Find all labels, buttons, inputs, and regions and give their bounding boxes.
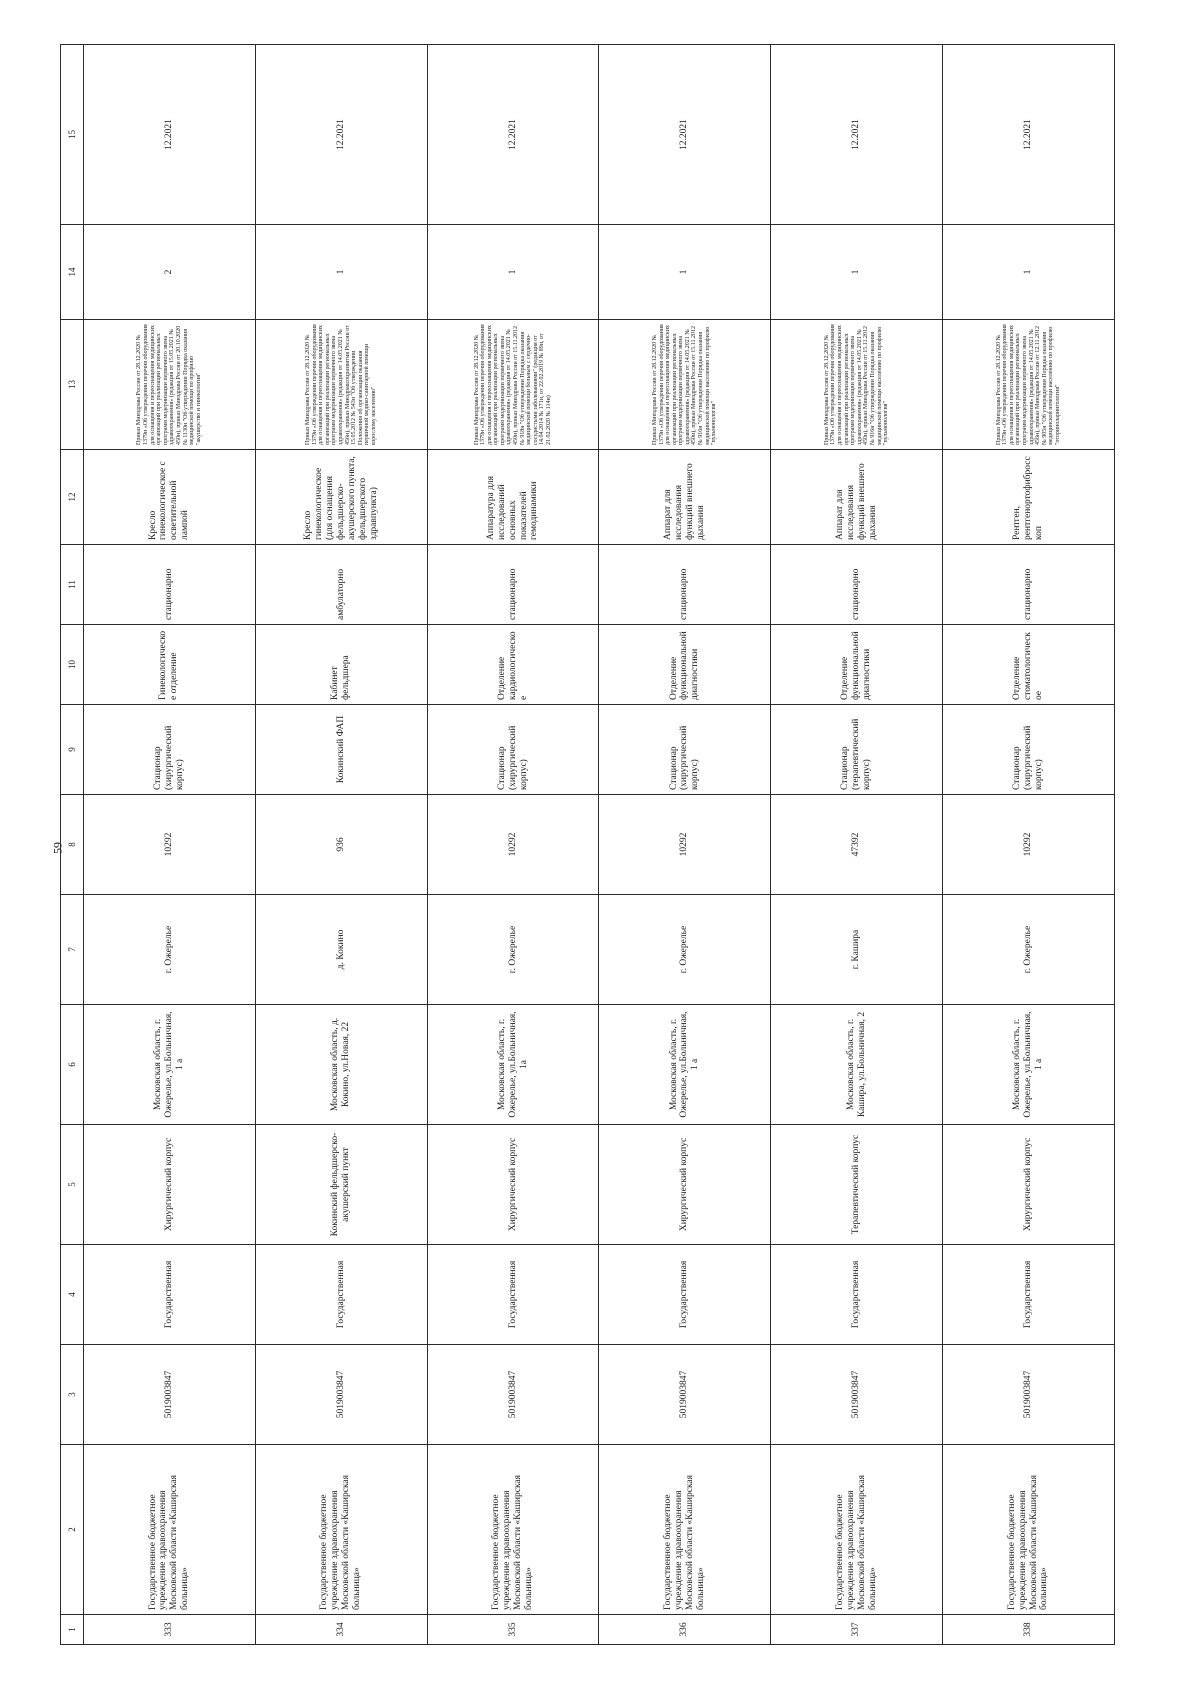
inn-code: 5019003847 xyxy=(427,1345,599,1445)
building-name: Хирургический корпус xyxy=(427,1125,599,1245)
quantity: 1 xyxy=(771,225,943,320)
quantity: 1 xyxy=(943,225,1115,320)
locality: г. Кашира xyxy=(771,895,943,1005)
building-name: Терапевтический корпус xyxy=(771,1125,943,1245)
column-number-row xyxy=(61,45,84,1645)
col-num: 10 xyxy=(61,625,84,705)
building-name: Хирургический корпус xyxy=(599,1125,771,1245)
address: Московская область, г. Ожерелье, ул.Больничная, 1 а xyxy=(599,1005,771,1125)
locality-code: 10292 xyxy=(943,795,1115,895)
col-num: 12 xyxy=(61,450,84,545)
address: Московская область, д. Кокино, ул.Новая, 22 xyxy=(255,1005,427,1125)
locality-code: 936 xyxy=(255,795,427,895)
address: Московская область, г. Ожерелье, ул.Больничная, 1 а xyxy=(943,1005,1115,1125)
ownership-type: Государственная xyxy=(84,1245,256,1345)
locality-code: 47392 xyxy=(771,795,943,895)
table-row xyxy=(943,45,1115,1645)
care-form: стационарно xyxy=(771,545,943,625)
equipment-name: Аппаратура для исследований основных показателей гемодинамики xyxy=(427,450,599,545)
col-num: 1 xyxy=(61,1615,84,1645)
row-number: 334 xyxy=(255,1615,427,1645)
subdivision: Стационар (хирургический корпус) xyxy=(943,705,1115,795)
equipment-name: Аппарат для исследования функций внешнего дыхания xyxy=(599,450,771,545)
care-form: стационарно xyxy=(943,545,1115,625)
rotated-table-wrapper xyxy=(60,45,1115,1645)
col-num: 13 xyxy=(61,320,84,450)
quantity: 1 xyxy=(427,225,599,320)
table-row xyxy=(427,45,599,1645)
care-form: амбулаторно xyxy=(255,545,427,625)
subdivision: Кокинский ФАП xyxy=(255,705,427,795)
row-number: 335 xyxy=(427,1615,599,1645)
building-name: Кокинский фельдшерско-акушерский пункт xyxy=(255,1125,427,1245)
locality: г. Ожерелье xyxy=(943,895,1115,1005)
locality-code: 10292 xyxy=(84,795,256,895)
department: Отделение стоматологическое xyxy=(943,625,1115,705)
row-number: 336 xyxy=(599,1615,771,1645)
care-form: стационарно xyxy=(84,545,256,625)
inn-code: 5019003847 xyxy=(943,1345,1115,1445)
subdivision: Стационар (терапевтический корпус) xyxy=(771,705,943,795)
department: Гинекологическое отделение xyxy=(84,625,256,705)
equipment-register-table xyxy=(60,44,1115,1645)
department: Кабинет фельдшера xyxy=(255,625,427,705)
equipment-name: Аппарат для исследования функций внешнего дыхания xyxy=(771,450,943,545)
inn-code: 5019003847 xyxy=(84,1345,256,1445)
ownership-type: Государственная xyxy=(771,1245,943,1345)
organization-name: Государственное бюджетное учреждение здравоохранения Московской области «Каширская больница» xyxy=(771,1445,943,1615)
inn-code: 5019003847 xyxy=(255,1345,427,1445)
ownership-type: Государственная xyxy=(943,1245,1115,1345)
address: Московская область, г. Ожерелье, ул.Больничная, 1а xyxy=(427,1005,599,1125)
locality: г. Ожерелье xyxy=(84,895,256,1005)
inn-code: 5019003847 xyxy=(771,1345,943,1445)
address: Московская область, г. Ожерелье, ул.Больничная, 1 а xyxy=(84,1005,256,1125)
locality: д. Кокино xyxy=(255,895,427,1005)
legal-basis: Приказ Минздрава России от 28.12.2020 № 1379н «Об утверждении перечня оборудования для оснащения и переоснащения медицинских организаций при реализации региональных программ модернизации первичного звена здравоохранения» (редакция от 14.05.2021 № 450н), приказ Минздрава России от 15.11.2012 № 918н "Об утверждении Порядка оказания медицинской помощи больным с сердечно-сосудистыми заболеваниями" (редакция от 14.04.2014 № 171н, от 22.02.2019 № 89н, от 21.02.2020 № 114н) xyxy=(427,320,599,450)
row-number: 338 xyxy=(943,1615,1115,1645)
col-num: 6 xyxy=(61,1005,84,1125)
legal-basis: Приказ Минздрава России от 28.12.2020 № 1379н «Об утверждении перечня оборудования для оснащения и переоснащения медицинских организаций при реализации региональных программ модернизации первичного звена здравоохранения» (редакция от 15.05.2021 № 450н), приказ Минздрава России от 20.10.2020 № 1130н "Об утверждении Порядка оказания медицинской помощи по профилю "акушерство и гинекология" xyxy=(84,320,256,450)
locality: г. Ожерелье xyxy=(427,895,599,1005)
locality-code: 10292 xyxy=(427,795,599,895)
department: Отделение функциональной диагностики xyxy=(771,625,943,705)
quantity: 1 xyxy=(599,225,771,320)
quantity: 1 xyxy=(255,225,427,320)
organization-name: Государственное бюджетное учреждение здравоохранения Московской области «Каширская больница» xyxy=(599,1445,771,1615)
legal-basis: Приказ Минздрава России от 28.12.2020 № 1379н «Об утверждении перечня оборудования для оснащения и переоснащения медицинских организаций при реализации региональных программ модернизации первичного звена здравоохранения» (редакция от 14.05.2021 № 450н), приказ Минздрава России от 15.11.2012 № 916н "Об утверждении Порядка оказания медицинской помощи населению по профилю "пульмонология" xyxy=(599,320,771,450)
legal-basis: Приказ Минздрава России от 28.12.2020 № 1379н «Об утверждении перечня оборудования для оснащения и переоснащения медицинских организаций при реализации региональных программ модернизации первичного звена здравоохранения» (редакция от 14.05.2021 № 450н), приказ Минздрава России от 15.11.2012 № 916н "Об утверждении Порядка оказания медицинской помощи населению по профилю "пульмонология" xyxy=(771,320,943,450)
inn-code: 5019003847 xyxy=(599,1345,771,1445)
col-num: 14 xyxy=(61,225,84,320)
delivery-date: 12.2021 xyxy=(427,45,599,225)
col-num: 8 xyxy=(61,795,84,895)
building-name: Хирургический корпус xyxy=(943,1125,1115,1245)
table-row xyxy=(84,45,256,1645)
table-row xyxy=(599,45,771,1645)
col-num: 15 xyxy=(61,45,84,225)
page-number: 59 xyxy=(50,842,65,854)
ownership-type: Государственная xyxy=(599,1245,771,1345)
locality-code: 10292 xyxy=(599,795,771,895)
row-number: 337 xyxy=(771,1615,943,1645)
subdivision: Стационар (хирургический корпус) xyxy=(599,705,771,795)
col-num: 2 xyxy=(61,1445,84,1615)
delivery-date: 12.2021 xyxy=(771,45,943,225)
building-name: Хирургический корпус xyxy=(84,1125,256,1245)
delivery-date: 12.2021 xyxy=(599,45,771,225)
delivery-date: 12.2021 xyxy=(943,45,1115,225)
organization-name: Государственное бюджетное учреждение здравоохранения Московской области «Каширская больница» xyxy=(255,1445,427,1615)
subdivision: Стационар (хирургический корпус) xyxy=(84,705,256,795)
locality: г. Ожерелье xyxy=(599,895,771,1005)
col-num: 3 xyxy=(61,1345,84,1445)
col-num: 4 xyxy=(61,1245,84,1345)
care-form: стационарно xyxy=(599,545,771,625)
legal-basis: Приказ Минздрава России от 28.12.2020 № 1379н «Об утверждении перечня оборудования для оснащения и переоснащения медицинских организаций при реализации региональных программ модернизации первичного звена здравоохранения» (редакция от 14.05.2021 № 456н), приказ Минздрава России от 12.11.2012 № 905н "Об утверждении Порядка оказания медицинской помощи населению по профилю "оториноларингология" xyxy=(943,320,1115,450)
address: Московская область, г. Кашира, ул.Больничная, 2 xyxy=(771,1005,943,1125)
quantity: 2 xyxy=(84,225,256,320)
row-number: 333 xyxy=(84,1615,256,1645)
department: Отделение кардиологическое xyxy=(427,625,599,705)
equipment-name: Кресло гинекологическое с осветительной лампой xyxy=(84,450,256,545)
table-row xyxy=(771,45,943,1645)
table-row xyxy=(255,45,427,1645)
department: Отделение функциональной диагностики xyxy=(599,625,771,705)
col-num: 9 xyxy=(61,705,84,795)
subdivision: Стационар (хирургический корпус) xyxy=(427,705,599,795)
col-num: 5 xyxy=(61,1125,84,1245)
legal-basis: Приказ Минздрава России от 28.12.2020 № 1379н «Об утверждении перечня оборудования для оснащения и переоснащения медицинских организаций при реализации региональных программ модернизации первичного звена здравоохранения» (редакция от 14.05.2021 № 456н), приказ Минздравсоцразвития России от 15.05.2012 № 543н "Об утверждении Положения об организации оказания первичной медико-санитарной помощи взрослому населению" xyxy=(255,320,427,450)
equipment-name: Рентген, рентгенортофибросскоп xyxy=(943,450,1115,545)
organization-name: Государственное бюджетное учреждение здравоохранения Московской области «Каширская больница» xyxy=(943,1445,1115,1615)
col-num: 11 xyxy=(61,545,84,625)
equipment-name: Кресло гинекологическое (для оснащения фельдшерско-акушерского пункта, фельдшерского здравпункта) xyxy=(255,450,427,545)
ownership-type: Государственная xyxy=(255,1245,427,1345)
care-form: стационарно xyxy=(427,545,599,625)
organization-name: Государственное бюджетное учреждение здравоохранения Московской области «Каширская больница» xyxy=(427,1445,599,1615)
ownership-type: Государственная xyxy=(427,1245,599,1345)
organization-name: Государственное бюджетное учреждение здравоохранения Московской области «Каширская больница» xyxy=(84,1445,256,1615)
delivery-date: 12.2021 xyxy=(255,45,427,225)
delivery-date: 12.2021 xyxy=(84,45,256,225)
col-num: 7 xyxy=(61,895,84,1005)
